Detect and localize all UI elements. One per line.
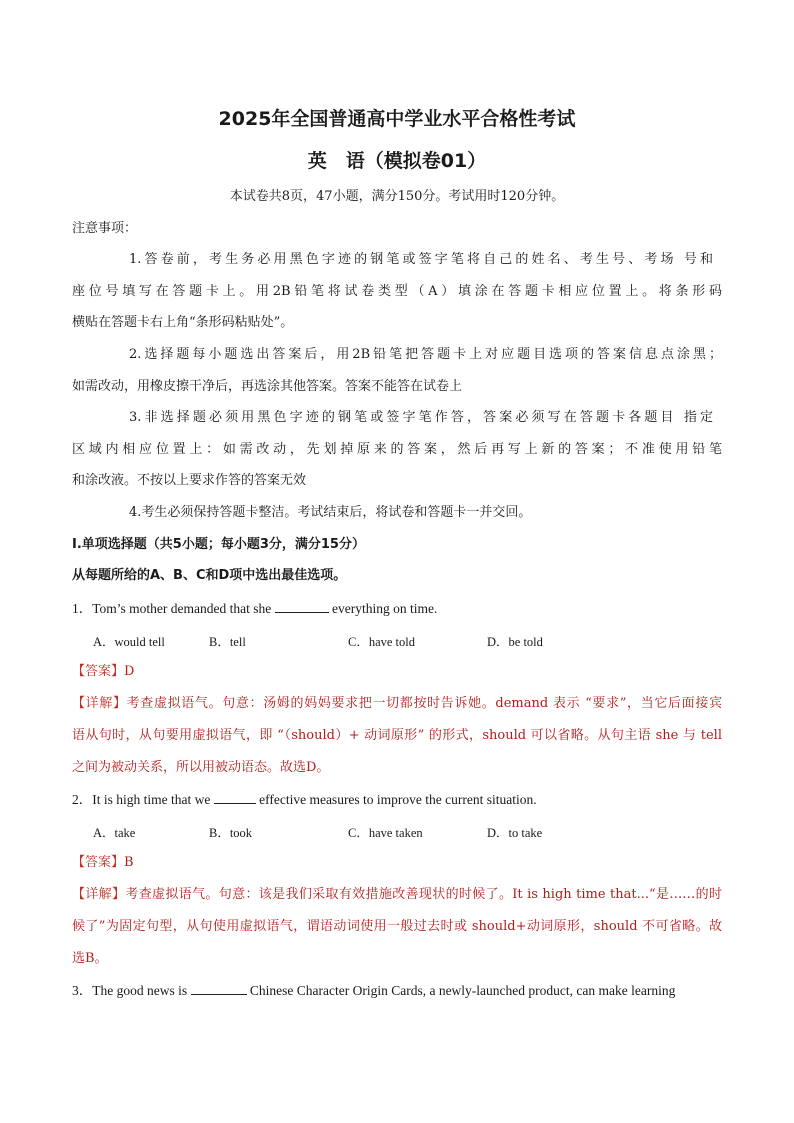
exam-subtitle: 英 语（模拟卷01） <box>307 150 487 172</box>
detail-line: 选B。 <box>72 951 108 966</box>
section-instruction: 从每题所给的A、B、C和D项中选出最佳选项。 <box>72 568 347 583</box>
notice-line: 如需改动，用橡皮擦干净后，再选涂其他答案。答案不能答在试卷上 <box>72 379 463 394</box>
notice-line: 1.答卷前，考生务必用黑色字迹的钢笔或签字笔将自己的姓名、考生号、考场 号和 <box>129 252 713 267</box>
detail-text: 考查虚拟语气。句意：该是我们采取有效措施改善现状的时候了。It is high time that...“是……的时 <box>125 887 722 902</box>
detail-label: 【详解】 <box>72 887 126 902</box>
notice-line: 2.选择题每小题选出答案后，用2B铅笔把答题卡上对应题目选项的答案信息点涂黑； <box>129 347 722 362</box>
answer-line <box>72 663 134 681</box>
notice-line: 3.非选择题必须用黑色字迹的钢笔或签字笔作答，答案必须写在答题卡各题目 指定 <box>129 410 713 425</box>
detail-line: 语从句时，从句要用虚拟语气，即 “（should）+ 动词原形” 的形式，should 可以省略。从句主语 she 与 tell <box>72 728 722 743</box>
question-stem-text: everything on time. <box>332 601 438 616</box>
detail-line <box>72 695 722 713</box>
option-d: D．to take <box>487 826 543 840</box>
question-stem <box>72 600 437 618</box>
answer-value: B <box>124 855 134 870</box>
option-d: D．be told <box>487 635 543 649</box>
answer-blank <box>191 982 247 995</box>
question-stem <box>72 982 675 1000</box>
exam-info: 本试卷共8页，47小题，满分150分。考试用时120分钟。 <box>229 189 565 204</box>
question-stem-text: Chinese Character Origin Cards, a newly-launched product, can make learning <box>249 983 676 998</box>
option-b: B．tell <box>209 635 246 649</box>
option-a: A．take <box>93 826 136 840</box>
detail-text: 考查虚拟语气。句意：汤姆的妈妈要求把一切都按时告诉她。demand 表示 “要求”，当它后面接宾 <box>126 696 722 711</box>
detail-label: 【详解】 <box>72 696 127 711</box>
answer-value: D <box>124 664 135 679</box>
option-a: A．would tell <box>93 635 165 649</box>
answer-label: 【答案】 <box>72 664 125 679</box>
detail-line <box>72 886 722 904</box>
answer-label: 【答案】 <box>72 855 125 870</box>
question-stem-text: 2．It is high time that we <box>72 792 211 807</box>
option-c: C．have told <box>348 635 416 649</box>
answer-blank <box>214 791 256 804</box>
option-b: B．took <box>209 826 253 840</box>
notice-line: 横贴在答题卡右上角“条形码粘贴处”。 <box>72 315 294 330</box>
notice-heading: 注意事项： <box>72 221 138 236</box>
exam-title: 2025年全国普通高中学业水平合格性考试 <box>218 108 576 130</box>
detail-line: 之间为被动关系，所以用被动语态。故选D。 <box>72 760 330 775</box>
notice-line: 座位号填写在答题卡上。用2B铅笔将试卷类型（A）填涂在答题卡相应位置上。将条形码 <box>72 284 722 299</box>
question-stem <box>72 791 537 809</box>
detail-line: 候了”为固定句型，从句使用虚拟语气，谓语动词使用一般过去时或 should+动词原形，should 不可省略。故 <box>72 919 722 934</box>
question-stem-text: effective measures to improve the current situation. <box>259 792 537 807</box>
answer-line <box>72 854 134 872</box>
question-stem-text: 1．Tom’s mother demanded that she <box>72 601 272 616</box>
answer-blank <box>275 600 329 613</box>
section-heading: I.单项选择题（共5小题；每小题3分，满分15分） <box>72 537 365 552</box>
notice-line: 和涂改液。不按以上要求作答的答案无效 <box>72 473 307 488</box>
notice-line: 4.考生必须保持答题卡整洁。考试结束后，将试卷和答题卡一并交回。 <box>129 505 532 520</box>
notice-line: 区域内相应位置上：如需改动，先划掉原来的答案，然后再写上新的答案；不准使用铅笔 <box>72 442 722 457</box>
option-c: C．have taken <box>348 826 423 840</box>
question-stem-text: 3．The good news is <box>72 983 188 998</box>
